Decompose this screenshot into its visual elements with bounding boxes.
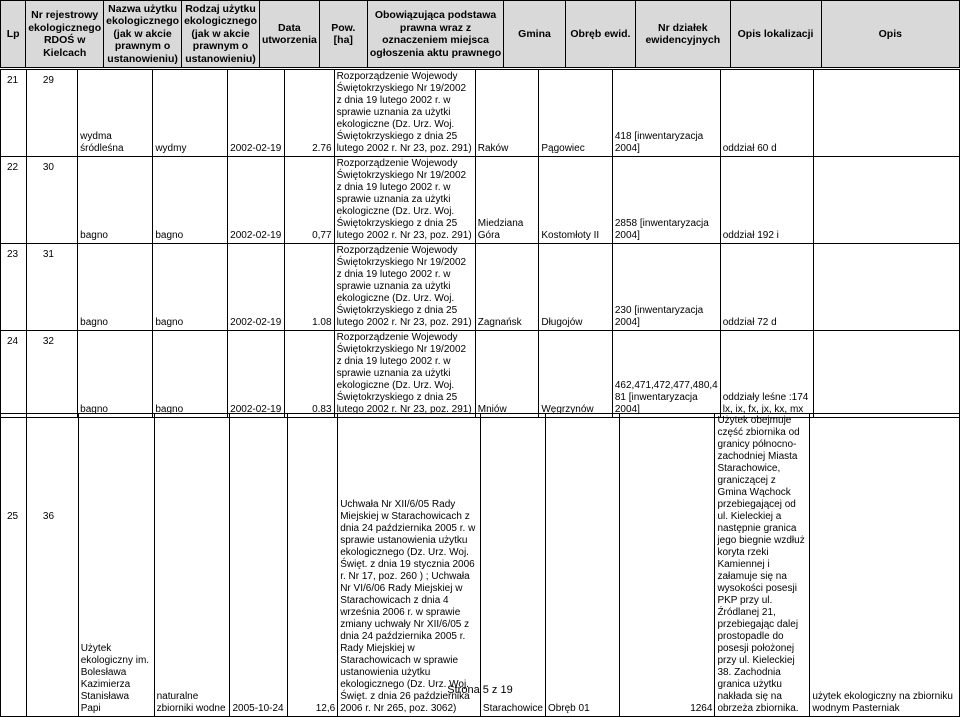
cell-opis <box>814 70 960 157</box>
cell-pow: 0.83 <box>285 331 334 418</box>
cell-nr: 32 <box>26 331 77 418</box>
table-header <box>0 0 960 68</box>
cell-data: 2002-02-19 <box>228 331 285 418</box>
header-rodzaj: Rodzaj użytku ekologicznego (jak w akcie prawnym o ustanowieniu) <box>182 1 260 68</box>
header-podstawa: Obowiązująca podstawa prawna wraz z oznaczeniem miejsca ogłoszenia aktu prawnego <box>367 1 503 68</box>
cell-opis <box>814 244 960 331</box>
cell-pow: 1.08 <box>285 244 334 331</box>
cell-data: 2002-02-19 <box>228 157 285 244</box>
cell-dzialki: 230 [inwentaryzacja 2004] <box>612 244 720 331</box>
header-gmina: Gmina <box>504 1 565 68</box>
cell-obreb: Pągowiec <box>539 70 613 157</box>
cell-obreb: Węgrzynów <box>539 331 613 418</box>
header-lp: Lp <box>1 1 26 68</box>
table-row <box>1 331 960 418</box>
cell-lokalizacja: oddział 192 i <box>720 157 813 244</box>
cell-lp: 22 <box>1 157 27 244</box>
cell-lokalizacja: oddział 60 d <box>720 70 813 157</box>
cell-nr: 29 <box>26 70 77 157</box>
page-footer: Strona 5 z 19 <box>447 684 513 696</box>
header-nr: Nr rejestrowy ekologicznego RDOŚ w Kielcach <box>26 1 104 68</box>
cell-nazwa: wydma śródleśna <box>78 70 153 157</box>
cell-gmina: Mniów <box>475 331 539 418</box>
cell-podstawa: Rozporządzenie Wojewody Świętokrzyskiego Nr 19/2002 z dnia 19 lutego 2002 r. w sprawie uznania za użytki ekologiczne (Dz. Urz. Woj. Świętokrzyskiego z dnia 25 lutego 2002 r. Nr 23, poz. 291) <box>334 157 475 244</box>
cell-nazwa: bagno <box>78 244 153 331</box>
table-row <box>1 70 960 157</box>
header-nazwa: Nazwa użytku ekologicznego (jak w akcie prawnym o ustanowieniu) <box>104 1 182 68</box>
cell-nazwa: Użytek ekologiczny im. Bolesława Kazimierza Stanisława Papi <box>78 414 154 717</box>
cell-nazwa: bagno <box>78 331 153 418</box>
cell-pow: 2.76 <box>285 70 334 157</box>
cell-obreb: Obręb 01 <box>545 414 619 717</box>
cell-podstawa: Rozporządzenie Wojewody Świętokrzyskiego Nr 19/2002 z dnia 19 lutego 2002 r. w sprawie uznania za użytki ekologiczne (Dz. Urz. Woj. Świętokrzyskiego z dnia 25 lutego 2002 r. Nr 23, poz. 291) <box>334 244 475 331</box>
cell-lp: 21 <box>1 70 27 157</box>
header-obreb: Obręb ewid. <box>565 1 635 68</box>
cell-opis <box>814 331 960 418</box>
cell-nazwa: bagno <box>78 157 153 244</box>
cell-pow: 12,6 <box>288 414 338 717</box>
cell-lokalizacja: oddziały leśne :174 lx, ix, fx, jx, kx, mx <box>720 331 813 418</box>
cell-obreb: Kostomłoty II <box>539 157 613 244</box>
cell-podstawa: Uchwała Nr XII/6/05 Rady Miejskiej w Starachowicach z dnia 24 października 2005 r. w sprawie ustanowienia użytku ekologicznego (Dz. Urz. Woj. Święt. z dnia 19 stycznia 2006 r. Nr 17, poz. 260 ) ; Uchwała Nr VI/6/06 Rady Miejskiej w Starachowicach z dnia 4 września 2006 r. w sprawie zmiany uchwały Nr XII/6/05 z dnia 24 października 2005 r. Rady Miejskiej w Starachowicach w sprawie ustanowienia użytku ekologicznego (Dz. Urz. Woj. Święt. z dnia 26 października 2006 r. Nr 265, poz. 3062) <box>338 414 481 717</box>
table-row <box>1 157 960 244</box>
cell-gmina: Starachowice <box>480 414 545 717</box>
cell-pow: 0,77 <box>285 157 334 244</box>
cell-rodzaj: bagno <box>153 331 228 418</box>
cell-podstawa: Rozporządzenie Wojewody Świętokrzyskiego Nr 19/2002 z dnia 19 lutego 2002 r. w sprawie uznania za użytki ekologiczne (Dz. Urz. Woj. Świętokrzyskiego z dnia 25 lutego 2002 r. Nr 23, poz. 291) <box>334 70 475 157</box>
header-dzialki: Nr działek ewidencyjnych <box>636 1 730 68</box>
cell-dzialki: 1264 <box>619 414 715 717</box>
table-body <box>0 69 960 418</box>
cell-rodzaj: bagno <box>153 244 228 331</box>
cell-opis: użytek ekologiczny na zbiorniku wodnym Pasterniak <box>810 414 960 717</box>
cell-lp: 25 <box>1 414 27 717</box>
cell-nr: 31 <box>26 244 77 331</box>
cell-nr: 30 <box>26 157 77 244</box>
cell-lp: 24 <box>1 331 27 418</box>
cell-data: 2005-10-24 <box>230 414 288 717</box>
cell-gmina: Raków <box>475 70 539 157</box>
cell-podstawa: Rozporządzenie Wojewody Świętokrzyskiego Nr 19/2002 z dnia 19 lutego 2002 r. w sprawie uznania za użytki ekologiczne (Dz. Urz. Woj. Świętokrzyskiego z dnia 25 lutego 2002 r. Nr 23, poz. 291) <box>334 331 475 418</box>
header-data: Data utworzenia <box>259 1 319 68</box>
cell-gmina: Zagnańsk <box>475 244 539 331</box>
cell-opis <box>814 157 960 244</box>
cell-nr: 36 <box>26 414 78 717</box>
header-lokalizacja: Opis lokalizacji <box>730 1 821 68</box>
table-row <box>1 244 960 331</box>
cell-rodzaj: bagno <box>153 157 228 244</box>
cell-gmina: Miedziana Góra <box>475 157 539 244</box>
cell-dzialki: 2858 [inwentaryzacja 2004] <box>612 157 720 244</box>
header-opis: Opis <box>821 1 959 68</box>
cell-dzialki: 418 [inwentaryzacja 2004] <box>612 70 720 157</box>
cell-lp: 23 <box>1 244 27 331</box>
cell-lokalizacja: oddział 72 d <box>720 244 813 331</box>
cell-dzialki: 462,471,472,477,480,4 81 [inwentaryzacja 2004] <box>612 331 720 418</box>
table-row <box>1 414 960 717</box>
header-pow: Pow. [ha] <box>319 1 367 68</box>
cell-rodzaj: wydmy <box>153 70 228 157</box>
table-body-2 <box>0 413 960 717</box>
cell-obreb: Długojów <box>539 244 613 331</box>
cell-data: 2002-02-19 <box>228 244 285 331</box>
cell-lokalizacja: Użytek obejmuje część zbiornika od granicy północno-zachodniej Miasta Starachowice, graniczącej z Gmina Wąchock przebiegającej od ul. Kieleckiej a następnie granica jego biegnie wzdłuż koryta rzeki Kamiennej i załamuje się na wysokości posesji PKP przy ul. Źródlanej 21, przebiegając dalej prostopadle do posesji położonej przy ul. Kieleckiej 38. Zachodnia granica użytku nakłada się na obrzeża zbiornika. <box>715 414 810 717</box>
cell-rodzaj: naturalne zbiorniki wodne <box>154 414 230 717</box>
cell-data: 2002-02-19 <box>228 70 285 157</box>
